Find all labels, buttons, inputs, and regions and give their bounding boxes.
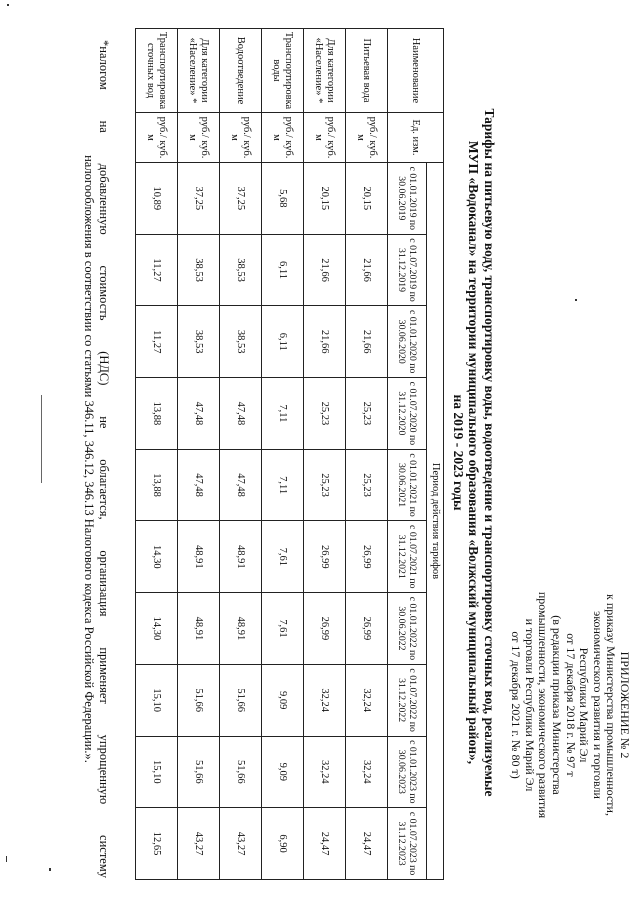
row-unit: руб./ куб. м: [304, 113, 346, 163]
header-period-caption: Период действия тарифов: [427, 163, 444, 880]
tariff-value: 43,27: [220, 808, 262, 880]
footnote: [81, 40, 111, 878]
row-unit: руб./ куб. м: [136, 113, 178, 163]
tariff-value: 47,48: [220, 378, 262, 450]
appendix-line: Республики Марий Эл: [577, 647, 592, 763]
row-name: Транспортировка воды: [262, 29, 304, 113]
tariff-value: 48,91: [220, 593, 262, 665]
tariff-value: 25,23: [346, 449, 388, 521]
tariff-value: 13,88: [136, 449, 178, 521]
tariff-value: 25,23: [304, 378, 346, 450]
table-row: [178, 29, 220, 880]
tariff-value: 20,15: [304, 163, 346, 235]
table-row: [304, 29, 346, 880]
tariff-value: 20,15: [346, 163, 388, 235]
row-unit: руб./ куб. м: [346, 113, 388, 163]
scan-speck: [6, 856, 7, 862]
period-header: с 01.07.2020 по 31.12.2020: [388, 378, 427, 450]
tariff-value: 24,47: [304, 808, 346, 880]
tariff-value: 7,11: [262, 449, 304, 521]
appendix-line: экономического развития и торговли: [590, 611, 605, 799]
tariff-value: 51,66: [178, 736, 220, 808]
scan-speck: [575, 299, 577, 301]
tariff-value: 24,47: [346, 808, 388, 880]
tariff-value: 21,66: [304, 234, 346, 306]
row-name: Водоотведение: [220, 29, 262, 113]
title-line: МУП «Водоканал» на территории муниципального образования «Волжский муниципальный район»,: [466, 140, 482, 765]
table-row: [262, 29, 304, 880]
tariff-value: 48,91: [220, 521, 262, 593]
appendix-line: от 17 декабря 2021 г. № 80 т): [509, 631, 524, 779]
tariff-value: 25,23: [304, 449, 346, 521]
tariff-value: 25,23: [346, 378, 388, 450]
tariff-value: 38,53: [220, 306, 262, 378]
tariff-value: 47,48: [178, 449, 220, 521]
tariff-value: 13,88: [136, 378, 178, 450]
tariff-value: 7,61: [262, 593, 304, 665]
closing-rule: [41, 395, 42, 483]
tariff-value: 38,53: [178, 306, 220, 378]
tariff-value: 48,91: [178, 593, 220, 665]
tariff-value: 6,11: [262, 234, 304, 306]
tariff-value: 15,10: [136, 664, 178, 736]
row-name: Питьевая вода: [346, 29, 388, 113]
header-unit: Ед. изм.: [388, 113, 444, 163]
tariff-value: 43,27: [178, 808, 220, 880]
period-header: с 01.07.2023 по 31.12.2023: [388, 808, 427, 880]
appendix-line: промышленности, экономического развития: [536, 591, 551, 819]
tariff-value: 10,89: [136, 163, 178, 235]
appendix-line: ПРИЛОЖЕНИЕ № 2: [618, 651, 632, 759]
tariff-value: 6,90: [262, 808, 304, 880]
footnote-line: налогообложения в соответствии со статьями 346.11, 346.12, 346.13 Налогового кодекса Российской Федерации.».: [82, 155, 96, 763]
period-header: с 01.01.2019 по 30.06.2019: [388, 163, 427, 235]
table-header-row: [427, 29, 444, 880]
tariff-value: 15,10: [136, 736, 178, 808]
appendix-line: к приказу Министерства промышленности,: [604, 594, 619, 816]
tariff-value: 11,27: [136, 306, 178, 378]
row-name: Транспортировка сточных вод: [136, 29, 178, 113]
tariff-value: 48,91: [178, 521, 220, 593]
tariff-value: 7,11: [262, 378, 304, 450]
table-row: [136, 29, 178, 880]
appendix-line: (в редакции приказа Министерства: [550, 615, 565, 795]
tariff-value: 14,30: [136, 593, 178, 665]
tariff-value: 47,48: [178, 378, 220, 450]
table-row: [220, 29, 262, 880]
tariff-value: 32,24: [304, 736, 346, 808]
tariff-value: 37,25: [178, 163, 220, 235]
tariff-value: 51,66: [178, 664, 220, 736]
appendix-header: [509, 540, 631, 870]
scan-speck: [49, 868, 51, 871]
tariff-value: 26,99: [304, 593, 346, 665]
row-name: Для категории «Население» *: [178, 29, 220, 113]
tariff-value: 26,99: [346, 521, 388, 593]
tariff-value: 21,66: [346, 234, 388, 306]
tariff-value: 7,61: [262, 521, 304, 593]
period-header: с 01.01.2020 по 30.06.2020: [388, 306, 427, 378]
period-header: с 01.01.2022 по 30.06.2022: [388, 593, 427, 665]
tariff-value: 26,99: [346, 593, 388, 665]
tariff-value: 47,48: [220, 449, 262, 521]
appendix-line: от 17 декабря 2018 г. № 97 т: [563, 633, 578, 777]
footnote-line: *налогом на добавленную стоимость (НДС) не облагается, организация применяет упрощенную систему: [97, 40, 111, 878]
period-header: с 01.01.2023 по 30.06.2023: [388, 736, 427, 808]
header-name: Наименование: [388, 29, 444, 113]
tariff-value: 51,66: [220, 664, 262, 736]
tariff-value: 11,27: [136, 234, 178, 306]
tariff-value: 38,53: [220, 234, 262, 306]
row-unit: руб./ куб. м: [262, 113, 304, 163]
period-header: с 01.07.2019 по 31.12.2019: [388, 234, 427, 306]
table-row: [346, 29, 388, 880]
scan-speck: [7, 4, 9, 6]
title-line: на 2019 - 2023 годы: [451, 394, 466, 511]
tariff-value: 38,53: [178, 234, 220, 306]
tariff-value: 12,65: [136, 808, 178, 880]
appendix-line: и торговли Республики Марий Эл: [522, 618, 537, 792]
row-name: Для категории «Население» *: [304, 29, 346, 113]
period-header: с 01.01.2021 по 30.06.2021: [388, 449, 427, 521]
tariff-value: 9,09: [262, 664, 304, 736]
tariff-value: 51,66: [220, 736, 262, 808]
tariff-value: 37,25: [220, 163, 262, 235]
title-line: Тарифы на питьевую воду, транспортировку воды, водоотведение и транспортировку сточных вод, реализуемые: [482, 108, 497, 797]
tariff-value: 32,24: [346, 736, 388, 808]
tariff-value: 32,24: [346, 664, 388, 736]
tariff-value: 26,99: [304, 521, 346, 593]
tariff-value: 5,68: [262, 163, 304, 235]
tariff-value: 21,66: [304, 306, 346, 378]
period-header: с 01.07.2022 по 31.12.2022: [388, 664, 427, 736]
period-header: с 01.07.2021 по 31.12.2021: [388, 521, 427, 593]
document-title: [451, 30, 498, 875]
row-unit: руб./ куб. м: [220, 113, 262, 163]
tariff-value: 32,24: [304, 664, 346, 736]
tariff-value: 6,11: [262, 306, 304, 378]
tariff-value: 21,66: [346, 306, 388, 378]
tariff-value: 14,30: [136, 521, 178, 593]
tariff-value: 9,09: [262, 736, 304, 808]
row-unit: руб./ куб. м: [178, 113, 220, 163]
tariff-table: [135, 28, 444, 880]
